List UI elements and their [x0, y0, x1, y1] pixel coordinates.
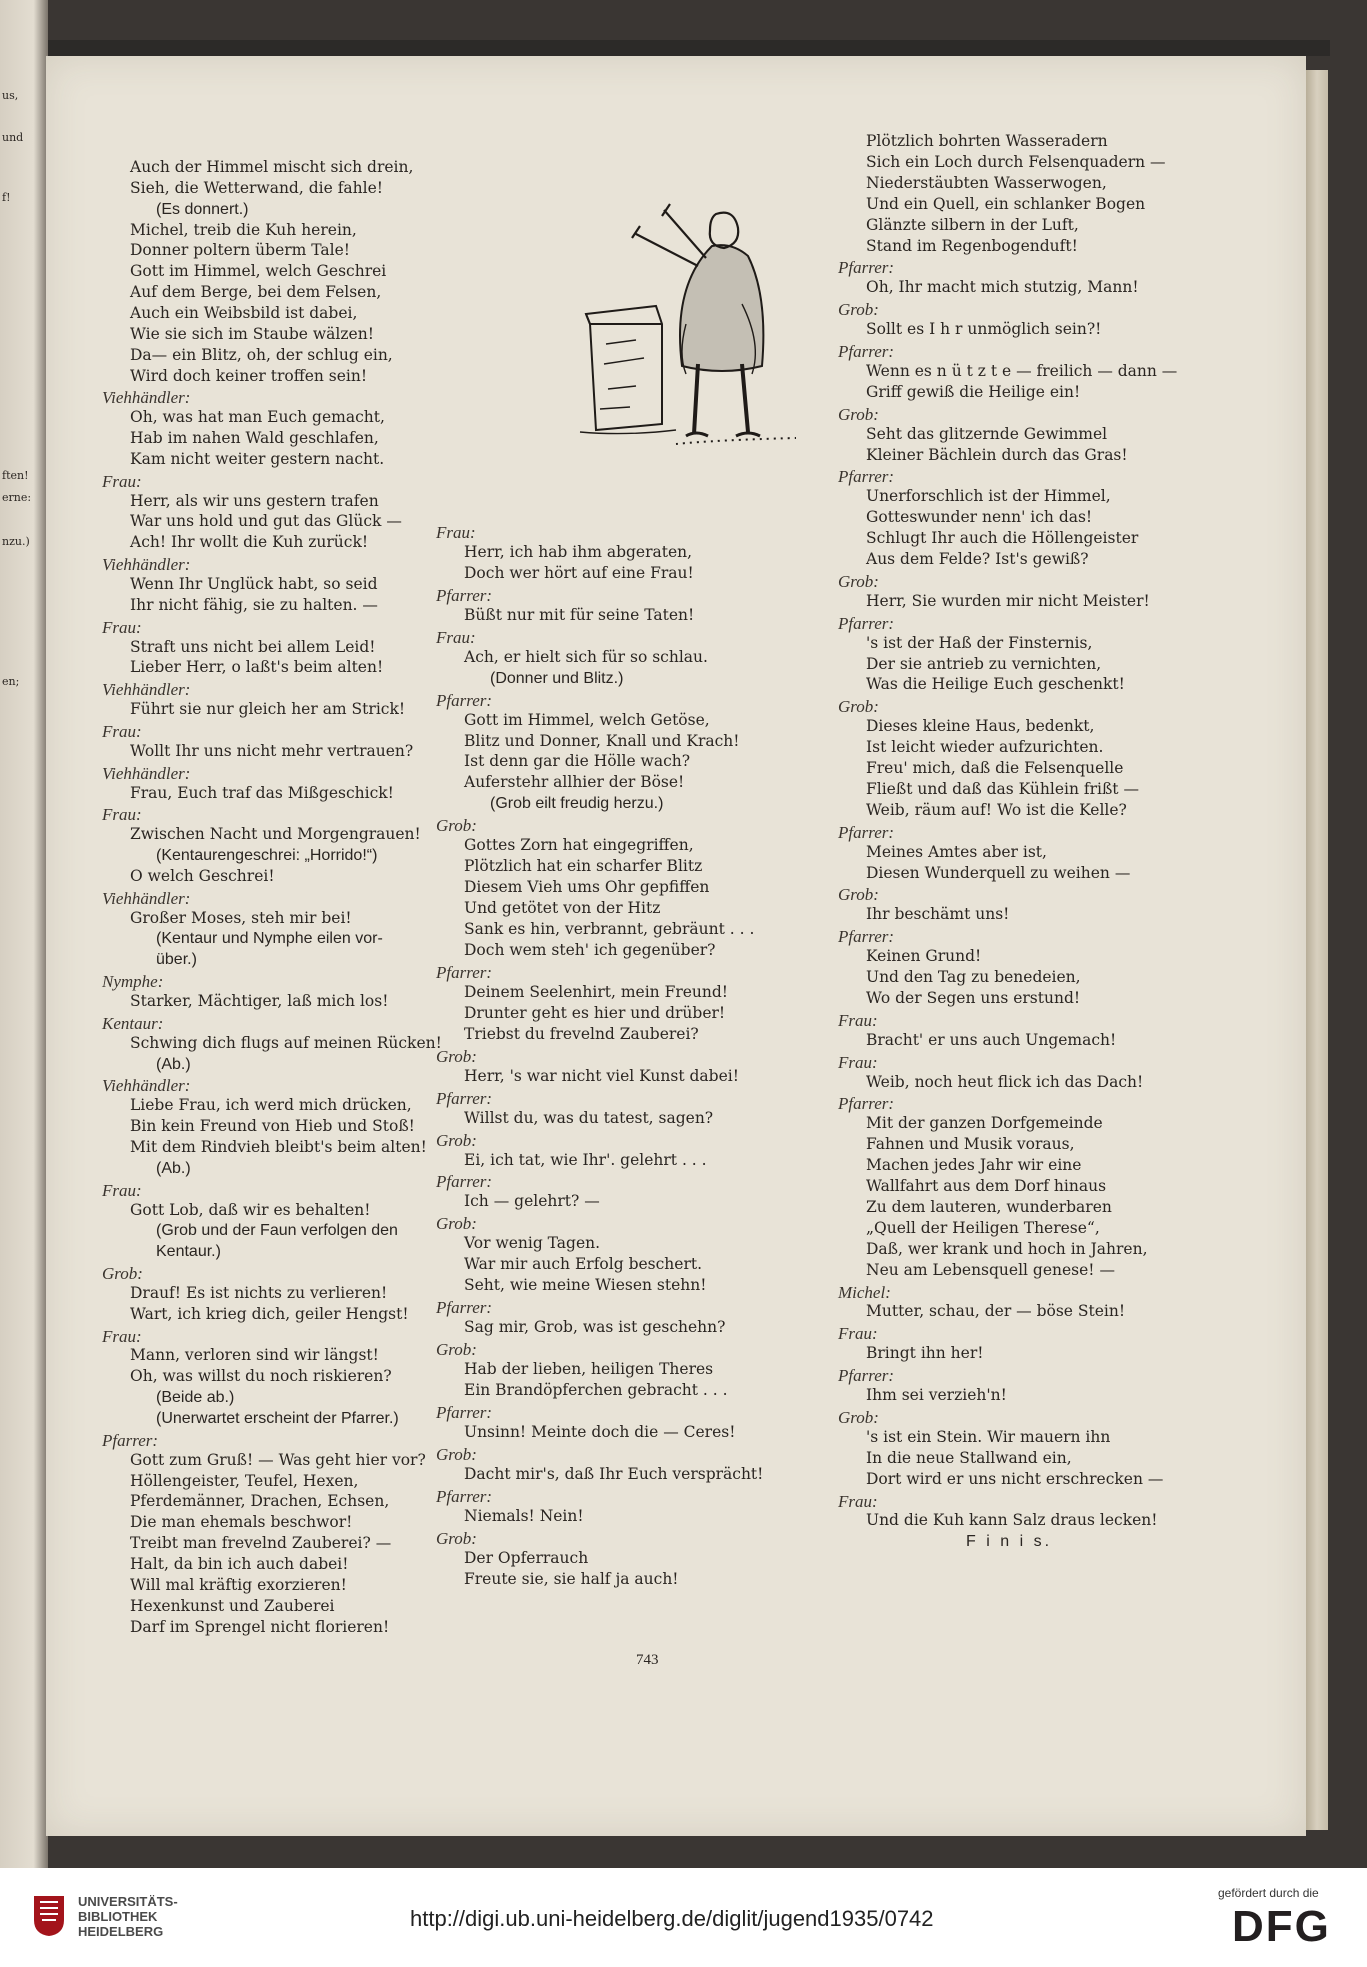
- verse-line: Blitz und Donner, Knall und Krach!: [464, 731, 740, 750]
- speaker-label: Frau:: [102, 721, 142, 741]
- verse-line: Wallfahrt aus dem Dorf hinaus: [866, 1177, 1107, 1195]
- speaker-label: Frau:: [102, 471, 142, 491]
- verse-line: Sich ein Loch durch Felsenquadern —: [866, 152, 1166, 171]
- verse-line: Stand im Regenbogenduft!: [866, 236, 1078, 255]
- speaker-label: Michel:: [838, 1282, 891, 1302]
- verse-line: Ihr nicht fähig, sie zu halten. —: [130, 595, 378, 614]
- verse-line: Straft uns nicht bei allem Leid!: [130, 637, 376, 656]
- verse-line: Kleiner Bächlein durch das Gras!: [866, 445, 1128, 464]
- verse-line: Drunter geht es hier und drüber!: [464, 1003, 726, 1022]
- speaker-label: Grob:: [102, 1264, 143, 1284]
- verse-line: Zu dem lauteren, wunderbaren: [866, 1197, 1112, 1216]
- verse-line: 's ist der Haß der Finsternis,: [866, 633, 1093, 652]
- verse-line: Gott im Himmel, welch Getöse,: [464, 710, 710, 729]
- verse-line: Und die Kuh kann Salz draus lecken!: [866, 1511, 1158, 1530]
- verse-line: Mit dem Rindvieh bleibt's beim alten!: [130, 1137, 427, 1156]
- verse-line: Freute sie, sie half ja auch!: [464, 1569, 679, 1588]
- verse-line: Lieber Herr, o laßt's beim alten!: [130, 658, 384, 677]
- verse-line: In die neue Stallwand ein,: [866, 1448, 1072, 1467]
- speaker-label: Frau:: [102, 1326, 142, 1346]
- previous-page-strip: [0, 0, 48, 1868]
- speaker-label: Pfarrer:: [436, 1172, 493, 1192]
- verse-line: Diesen Wunderquell zu weihen —: [866, 863, 1131, 882]
- speaker-label: Grob:: [436, 1046, 477, 1066]
- verse-line: Ach! Ihr wollt die Kuh zurück!: [130, 533, 369, 552]
- stage-direction: (Beide ab.): [156, 1389, 235, 1407]
- stage-direction: (Donner und Blitz.): [490, 669, 624, 687]
- speaker-label: Nymphe:: [102, 972, 164, 992]
- verse-line: Wollt Ihr uns nicht mehr vertrauen?: [130, 741, 414, 760]
- verse-line: Herr, als wir uns gestern trafen: [130, 491, 379, 510]
- previous-page-fragment: en;: [2, 675, 20, 688]
- verse-line: Auch der Himmel mischt sich drein,: [130, 158, 414, 176]
- verse-line: Pferdemänner, Drachen, Echsen,: [130, 1492, 390, 1511]
- verse-line: Wart, ich krieg dich, geiler Hengst!: [130, 1304, 409, 1323]
- speaker-label: Grob:: [838, 404, 879, 424]
- speaker-label: Pfarrer:: [838, 613, 895, 633]
- verse-line: Plötzlich hat ein scharfer Blitz: [464, 857, 703, 876]
- footer-bar: [0, 1868, 1367, 1967]
- verse-line: Wird doch keiner troffen sein!: [130, 366, 368, 385]
- verse-line: Der Opferrauch: [464, 1548, 589, 1567]
- speaker-label: Viehhändler:: [102, 763, 191, 783]
- speaker-label: Pfarrer:: [436, 1298, 493, 1318]
- verse-line: Hab im nahen Wald geschlafen,: [130, 429, 379, 448]
- verse-line: Meines Amtes aber ist,: [866, 842, 1047, 861]
- verse-line: Auch ein Weibsbild ist dabei,: [130, 303, 358, 322]
- verse-line: Gotteswunder nenn' ich das!: [866, 508, 1093, 527]
- page-number: 743: [636, 1652, 659, 1668]
- verse-line: Kam nicht weiter gestern nacht.: [130, 449, 385, 468]
- speaker-label: Viehhändler:: [102, 680, 191, 700]
- speaker-label: Pfarrer:: [436, 1486, 493, 1506]
- verse-line: Die man ehemals beschwor!: [130, 1513, 353, 1532]
- verse-line: Weib, noch heut flick ich das Dach!: [866, 1072, 1144, 1091]
- verse-line: Sieh, die Wetterwand, die fahle!: [130, 178, 384, 197]
- stage-direction: (Ab.): [156, 1055, 191, 1073]
- verse-line: Wenn Ihr Unglück habt, so seid: [130, 575, 378, 593]
- permalink-url[interactable]: http://digi.ub.uni-heidelberg.de/diglit/jugend1935/0742: [410, 1906, 934, 1931]
- verse-line: 's ist ein Stein. Wir mauern ihn: [866, 1427, 1111, 1446]
- book-spine-edge: [40, 40, 1330, 56]
- verse-line: Plötzlich bohrten Wasseradern: [866, 132, 1108, 150]
- stage-direction: Kentaur.): [156, 1243, 221, 1261]
- speaker-label: Grob:: [436, 1528, 477, 1548]
- verse-line: Mutter, schau, der — böse Stein!: [866, 1302, 1126, 1321]
- speaker-label: Pfarrer:: [838, 258, 895, 278]
- stage-direction: (Unerwartet erscheint der Pfarrer.): [156, 1410, 399, 1427]
- speaker-label: Frau:: [436, 523, 476, 542]
- verse-line: Fließt und daß das Kühlein frißt —: [866, 779, 1139, 798]
- library-name: [78, 1894, 178, 1939]
- verse-line: Glänzte silbern in der Luft,: [866, 215, 1079, 234]
- verse-line: Donner poltern überm Tale!: [130, 241, 351, 260]
- verse-line: Niederstäubten Wasserwogen,: [866, 173, 1107, 192]
- speaker-label: Frau:: [838, 1052, 878, 1072]
- verse-line: Schlugt Ihr auch die Höllengeister: [866, 529, 1139, 548]
- verse-line: „Quell der Heiligen Therese“,: [866, 1218, 1100, 1237]
- speaker-label: Pfarrer:: [838, 467, 895, 487]
- stage-direction: (Kentaur und Nymphe eilen vor-: [156, 930, 383, 948]
- speaker-label: Frau:: [838, 1324, 878, 1344]
- speaker-label: Viehhändler:: [102, 388, 191, 408]
- speaker-label: Grob:: [436, 1444, 477, 1464]
- verse-line: Herr, Sie wurden mir nicht Meister!: [866, 591, 1150, 610]
- verse-line: Auferstehr allhier der Böse!: [464, 773, 685, 792]
- verse-line: Und ein Quell, ein schlanker Bogen: [866, 194, 1146, 213]
- speaker-label: Pfarrer:: [436, 1088, 493, 1108]
- speaker-label: Pfarrer:: [102, 1430, 159, 1450]
- verse-line: Dacht mir's, daß Ihr Euch versprächt!: [464, 1464, 764, 1483]
- verse-line: Und getötet von der Hitz: [464, 899, 661, 918]
- verse-line: Wo der Segen uns erstund!: [866, 988, 1081, 1007]
- verse-line: Triebst du frevelnd Zauberei?: [464, 1024, 699, 1043]
- speaker-label: Viehhändler:: [102, 1076, 191, 1096]
- verse-line: Griff gewiß die Heilige ein!: [866, 382, 1081, 401]
- verse-line: Der sie antrieb zu vernichten,: [866, 654, 1102, 673]
- verse-line: Vor wenig Tagen.: [464, 1234, 601, 1253]
- stage-direction: (Ab.): [156, 1159, 191, 1177]
- speaker-label: Pfarrer:: [838, 342, 895, 361]
- verse-line: Ist leicht wieder aufzurichten.: [866, 738, 1104, 757]
- verse-line: Büßt nur mit für seine Taten!: [464, 605, 695, 624]
- finis-mark: F i n i s.: [966, 1533, 1053, 1551]
- verse-line: Hexenkunst und Zauberei: [130, 1596, 335, 1615]
- verse-line: Halt, da bin ich auch dabei!: [130, 1554, 349, 1573]
- speaker-label: Frau:: [838, 1491, 878, 1511]
- previous-page-fragment: us,: [2, 89, 19, 102]
- stage-direction: (Kentaurengeschrei: „Horrido!“): [156, 847, 378, 865]
- verse-line: Weib, räum auf! Wo ist die Kelle?: [866, 800, 1127, 819]
- verse-line: Oh, was willst du noch riskieren?: [130, 1367, 392, 1386]
- verse-line: Und den Tag zu benedeien,: [866, 968, 1081, 986]
- verse-line: Neu am Lebensquell genese! —: [866, 1260, 1115, 1279]
- verse-line: Auf dem Berge, bei dem Felsen,: [130, 283, 382, 302]
- verse-line: Hab der lieben, heiligen Theres: [464, 1360, 714, 1378]
- speaker-label: Frau:: [102, 805, 142, 825]
- verse-line: Drauf! Es ist nichts zu verlieren!: [130, 1283, 388, 1302]
- speaker-label: Pfarrer:: [436, 962, 493, 982]
- verse-line: Fahnen und Musik voraus,: [866, 1135, 1075, 1154]
- speaker-label: Grob:: [436, 816, 477, 836]
- verse-line: Starker, Mächtiger, laß mich los!: [130, 992, 389, 1010]
- verse-line: Sollt es I h r unmöglich sein?!: [866, 320, 1102, 339]
- verse-line: Will mal kräftig exorzieren!: [130, 1575, 347, 1594]
- speaker-label: Grob:: [838, 885, 879, 905]
- verse-line: Oh, was hat man Euch gemacht,: [130, 408, 385, 427]
- verse-line: Ihr beschämt uns!: [866, 905, 1010, 924]
- verse-line: Doch wer hört auf eine Frau!: [464, 563, 694, 582]
- stage-direction: (Es donnert.): [156, 200, 249, 218]
- verse-line: Freu' mich, daß die Felsenquelle: [866, 759, 1124, 777]
- verse-line: Wie sie sich im Staube wälzen!: [130, 324, 374, 343]
- verse-line: Bracht' er uns auch Ungemach!: [866, 1030, 1117, 1049]
- verse-line: Da— ein Blitz, oh, der schlug ein,: [130, 345, 393, 364]
- verse-line: Niemals! Nein!: [464, 1506, 584, 1525]
- verse-line: Herr, ich hab ihm abgeraten,: [464, 542, 693, 561]
- funding-note: gefördert durch die: [1218, 1886, 1319, 1900]
- library-line: HEIDELBERG: [78, 1924, 164, 1939]
- speaker-label: Kentaur:: [102, 1013, 164, 1033]
- stage-direction: (Grob und der Faun verfolgen den: [156, 1222, 398, 1240]
- speaker-label: Frau:: [102, 617, 142, 637]
- verse-line: Schwing dich flugs auf meinen Rücken!: [130, 1033, 442, 1052]
- verse-line: Ich — gelehrt? —: [464, 1192, 600, 1211]
- verse-line: Machen jedes Jahr wir eine: [866, 1156, 1082, 1175]
- verse-line: Gott im Himmel, welch Geschrei: [130, 262, 387, 281]
- verse-line: Zwischen Nacht und Morgengrauen!: [130, 825, 421, 844]
- speaker-label: Grob:: [436, 1340, 477, 1360]
- verse-line: Ist denn gar die Hölle wach?: [464, 752, 691, 771]
- page-edge: [1306, 70, 1328, 1830]
- verse-line: Sank es hin, verbrannt, gebräunt . . .: [464, 920, 755, 939]
- verse-line: Ach, er hielt sich für so schlau.: [464, 647, 708, 666]
- verse-line: Keinen Grund!: [866, 947, 982, 966]
- speaker-label: Frau:: [436, 627, 476, 647]
- verse-line: Höllengeister, Teufel, Hexen,: [130, 1471, 359, 1490]
- speaker-label: Grob:: [838, 1407, 879, 1427]
- speaker-label: Grob:: [838, 571, 879, 591]
- verse-line: Aus dem Felde? Ist's gewiß?: [866, 550, 1089, 568]
- verse-line: Michel, treib die Kuh herein,: [130, 220, 357, 239]
- verse-line: Wenn es n ü t z t e — freilich — dann —: [866, 361, 1178, 380]
- verse-line: Führt sie nur gleich her am Strick!: [130, 700, 406, 719]
- verse-line: War mir auch Erfolg beschert.: [464, 1255, 703, 1274]
- speaker-label: Pfarrer:: [838, 927, 895, 947]
- verse-line: Unsinn! Meinte doch die — Ceres!: [464, 1422, 736, 1441]
- speaker-label: Frau:: [838, 1010, 878, 1030]
- speaker-label: Pfarrer:: [838, 1366, 895, 1386]
- speaker-label: Viehhändler:: [102, 555, 191, 575]
- speaker-label: Viehhändler:: [102, 888, 191, 908]
- illustration-priest-at-altar: [566, 174, 796, 474]
- verse-line: Herr, 's war nicht viel Kunst dabei!: [464, 1066, 739, 1085]
- verse-line: Deinem Seelenhirt, mein Freund!: [464, 982, 729, 1001]
- library-line: UNIVERSITÄTS-: [78, 1894, 178, 1909]
- stage-direction: über.): [156, 951, 197, 969]
- speaker-label: Grob:: [838, 697, 879, 717]
- verse-line: Gott zum Gruß! — Was geht hier vor?: [130, 1450, 426, 1469]
- speaker-label: Frau:: [102, 1180, 142, 1200]
- verse-line: Oh, Ihr macht mich stutzig, Mann!: [866, 278, 1139, 297]
- verse-line: Mann, verloren sind wir längst!: [130, 1346, 379, 1365]
- verse-line: War uns hold und gut das Glück —: [130, 512, 402, 531]
- verse-line: Bringt ihn her!: [866, 1344, 984, 1363]
- speaker-label: Pfarrer:: [436, 1402, 493, 1422]
- speaker-label: Pfarrer:: [838, 822, 895, 842]
- speaker-label: Pfarrer:: [436, 585, 493, 605]
- university-library-logo-icon: [28, 1892, 70, 1938]
- verse-line: Bin kein Freund von Hieb und Stoß!: [130, 1117, 415, 1136]
- verse-line: Seht, wie meine Wiesen stehn!: [464, 1276, 707, 1295]
- previous-page-fragment: und: [2, 131, 24, 144]
- verse-line: Sag mir, Grob, was ist geschehn?: [464, 1318, 726, 1337]
- speaker-label: Grob:: [436, 1214, 477, 1234]
- verse-line: Ein Brandöpferchen gebracht . . .: [464, 1380, 728, 1399]
- previous-page-fragment: ften!: [2, 469, 29, 482]
- library-line: BIBLIOTHEK: [78, 1909, 158, 1924]
- dfg-logo: DFG: [1232, 1902, 1331, 1951]
- verse-line: Treibt man frevelnd Zauberei? —: [130, 1534, 392, 1553]
- book-page: [46, 56, 1306, 1836]
- verse-line: Willst du, was du tatest, sagen?: [464, 1108, 714, 1127]
- verse-line: Dort wird er uns nicht erschrecken —: [866, 1469, 1164, 1488]
- previous-page-fragment: erne:: [2, 491, 32, 504]
- speaker-label: Grob:: [838, 300, 879, 320]
- verse-line: Unerforschlich ist der Himmel,: [866, 487, 1111, 506]
- verse-line: Diesem Vieh ums Ohr gepfiffen: [464, 878, 710, 897]
- verse-line: Daß, wer krank und hoch in Jahren,: [866, 1239, 1148, 1258]
- speaker-label: Pfarrer:: [838, 1094, 895, 1114]
- previous-page-fragment: nzu.): [2, 535, 30, 548]
- verse-line: Was die Heilige Euch geschenkt!: [866, 675, 1125, 694]
- verse-line: Liebe Frau, ich werd mich drücken,: [130, 1096, 412, 1115]
- previous-page-fragment: f!: [2, 191, 11, 204]
- verse-line: Darf im Sprengel nicht florieren!: [130, 1617, 390, 1636]
- verse-line: Mit der ganzen Dorfgemeinde: [866, 1114, 1103, 1133]
- verse-line: Gott Lob, daß wir es behalten!: [130, 1200, 371, 1219]
- stage-direction: (Grob eilt freudig herzu.): [490, 795, 664, 813]
- verse-line: Gottes Zorn hat eingegriffen,: [464, 836, 694, 855]
- verse-line: Dieses kleine Haus, bedenkt,: [866, 717, 1095, 736]
- verse-line: Doch wem steh' ich gegenüber?: [464, 941, 716, 959]
- verse-line: Großer Moses, steh mir bei!: [130, 908, 352, 927]
- speaker-label: Grob:: [436, 1130, 477, 1150]
- verse-line: O welch Geschrei!: [130, 866, 275, 885]
- verse-line: Ei, ich tat, wie Ihr'. gelehrt . . .: [464, 1150, 707, 1169]
- verse-line: Frau, Euch traf das Mißgeschick!: [130, 783, 394, 802]
- speaker-label: Pfarrer:: [436, 690, 493, 710]
- verse-line: Ihm sei verzieh'n!: [866, 1386, 1007, 1404]
- verse-line: Seht das glitzernde Gewimmel: [866, 424, 1108, 443]
